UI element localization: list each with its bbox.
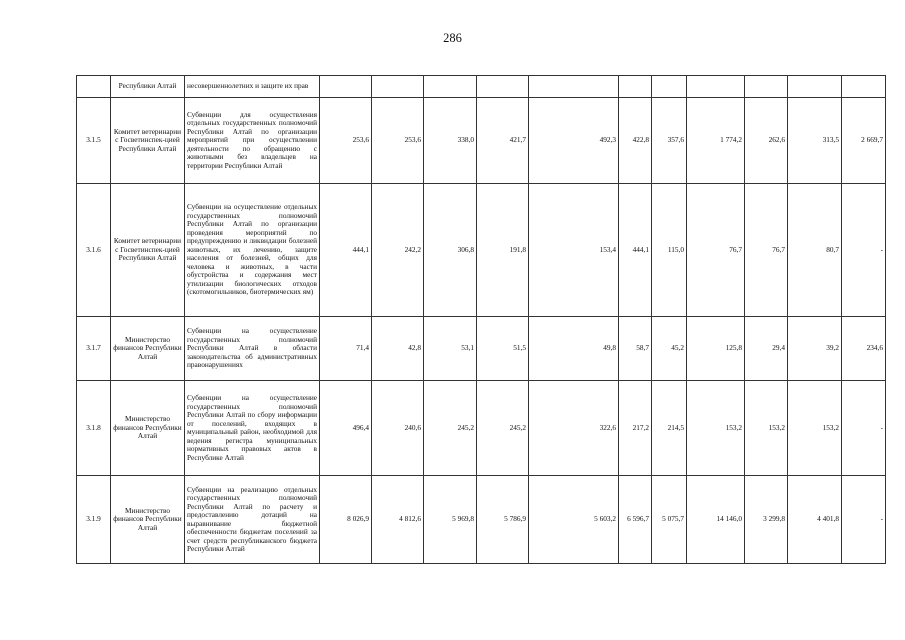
value-cell: 313,5 xyxy=(788,98,842,184)
value-cell: 53,1 xyxy=(424,317,477,381)
value-cell: 51,5 xyxy=(477,317,529,381)
value-cell: 42,8 xyxy=(372,317,424,381)
value-cell: 115,0 xyxy=(652,184,687,317)
value-cell: 242,2 xyxy=(372,184,424,317)
table-row xyxy=(77,317,886,381)
value-cell: 125,8 xyxy=(687,317,745,381)
value-cell: 1 774,2 xyxy=(687,98,745,184)
value-cell: 153,2 xyxy=(788,381,842,476)
row-number-cell: 3.1.7 xyxy=(77,317,111,381)
value-cell: 444,1 xyxy=(320,184,372,317)
row-number-cell: 3.1.6 xyxy=(77,184,111,317)
value-cell: 262,6 xyxy=(745,98,788,184)
value-cell: 45,2 xyxy=(652,317,687,381)
value-cell: 5 969,8 xyxy=(424,476,477,564)
description-cell: Субвенции на осуществление отдельных государственных полномочий Республики Алтай по организации проведения мероприятий по предупреждению и ликвидации болезней животных, их лечению, защите населения от болезней, общих для человека и животных, в части обустройства и содержания мест утилизации биологических отходов (скотомогильников, биотермических ям) xyxy=(185,184,320,317)
value-cell xyxy=(687,76,745,98)
value-cell: 39,2 xyxy=(788,317,842,381)
value-cell: 58,7 xyxy=(619,317,652,381)
value-cell xyxy=(372,76,424,98)
table-row xyxy=(77,476,886,564)
value-cell: 14 146,0 xyxy=(687,476,745,564)
page-number: 286 xyxy=(443,31,462,45)
row-number-cell: 3.1.5 xyxy=(77,98,111,184)
value-cell xyxy=(477,76,529,98)
value-cell: 153,2 xyxy=(687,381,745,476)
value-cell xyxy=(320,76,372,98)
executor-cell: Министерство финансов Республики Алтай xyxy=(111,476,185,564)
value-cell xyxy=(652,76,687,98)
description-cell: Субвенции на реализацию отдельных государственных полномочий Республики Алтай по расчету и предоставлению дотаций на выравнивание бюджетной обеспеченности бюджетам поселений за счет средств республиканского бюджета Республики Алтай xyxy=(185,476,320,564)
value-cell: 80,7 xyxy=(788,184,842,317)
value-cell: - xyxy=(842,184,886,317)
value-cell: 444,1 xyxy=(619,184,652,317)
value-cell: 496,4 xyxy=(320,381,372,476)
table-body xyxy=(77,76,886,564)
value-cell: 71,4 xyxy=(320,317,372,381)
value-cell: 153,4 xyxy=(529,184,619,317)
value-cell xyxy=(619,76,652,98)
executor-cell: Комитет ветеринарии с Госветинспек-цией Республики Алтай xyxy=(111,98,185,184)
executor-cell: Комитет ветеринарии с Госветинспек-цией Республики Алтай xyxy=(111,184,185,317)
value-cell: 338,0 xyxy=(424,98,477,184)
value-cell: 240,6 xyxy=(372,381,424,476)
value-cell xyxy=(842,76,886,98)
row-number-cell xyxy=(77,76,111,98)
value-cell: 3 299,8 xyxy=(745,476,788,564)
value-cell: 29,4 xyxy=(745,317,788,381)
description-cell: Субвенции на осуществление государственных полномочий Республики Алтай по сбору информации от поселений, входящих в муниципальный район, необходимой для ведения регистра муниципальных нормативных правовых актов в Республике Алтай xyxy=(185,381,320,476)
value-cell: 153,2 xyxy=(745,381,788,476)
value-cell: 5 075,7 xyxy=(652,476,687,564)
executor-cell: Министерство финансов Республики Алтай xyxy=(111,381,185,476)
budget-table xyxy=(76,75,886,564)
value-cell: 245,2 xyxy=(424,381,477,476)
description-cell: несовершеннолетних и защите их прав xyxy=(185,76,320,98)
row-number-cell: 3.1.8 xyxy=(77,381,111,476)
value-cell xyxy=(529,76,619,98)
row-number-cell: 3.1.9 xyxy=(77,476,111,564)
value-cell: 5 786,9 xyxy=(477,476,529,564)
table-row xyxy=(77,76,886,98)
executor-cell: Министерство финансов Республики Алтай xyxy=(111,317,185,381)
value-cell: 306,8 xyxy=(424,184,477,317)
value-cell: 234,6 xyxy=(842,317,886,381)
table-row xyxy=(77,184,886,317)
value-cell: 191,8 xyxy=(477,184,529,317)
value-cell: 6 596,7 xyxy=(619,476,652,564)
description-cell: Субвенции на осуществление государственных полномочий Республики Алтай в области законодательства об административных правонарушениях xyxy=(185,317,320,381)
value-cell: 2 669,7 xyxy=(842,98,886,184)
value-cell: 322,6 xyxy=(529,381,619,476)
value-cell: - xyxy=(842,381,886,476)
value-cell: 253,6 xyxy=(320,98,372,184)
value-cell: 76,7 xyxy=(687,184,745,317)
value-cell: 253,6 xyxy=(372,98,424,184)
value-cell: 4 812,6 xyxy=(372,476,424,564)
table-row xyxy=(77,98,886,184)
value-cell xyxy=(424,76,477,98)
value-cell: 76,7 xyxy=(745,184,788,317)
value-cell: 421,7 xyxy=(477,98,529,184)
value-cell xyxy=(788,76,842,98)
executor-cell: Республики Алтай xyxy=(111,76,185,98)
value-cell: 214,5 xyxy=(652,381,687,476)
value-cell: 5 603,2 xyxy=(529,476,619,564)
value-cell: 8 026,9 xyxy=(320,476,372,564)
table-row xyxy=(77,381,886,476)
value-cell: 4 401,8 xyxy=(788,476,842,564)
value-cell: 357,6 xyxy=(652,98,687,184)
value-cell: 49,8 xyxy=(529,317,619,381)
value-cell: 217,2 xyxy=(619,381,652,476)
value-cell: 245,2 xyxy=(477,381,529,476)
description-cell: Субвенции для осуществления отдельных государственных полномочий Республики Алтай по организации мероприятий при осуществлении деятельности по обращению с животными без владельцев на территории Республики Алтай xyxy=(185,98,320,184)
value-cell: 492,3 xyxy=(529,98,619,184)
value-cell: - xyxy=(842,476,886,564)
value-cell xyxy=(745,76,788,98)
value-cell: 422,8 xyxy=(619,98,652,184)
